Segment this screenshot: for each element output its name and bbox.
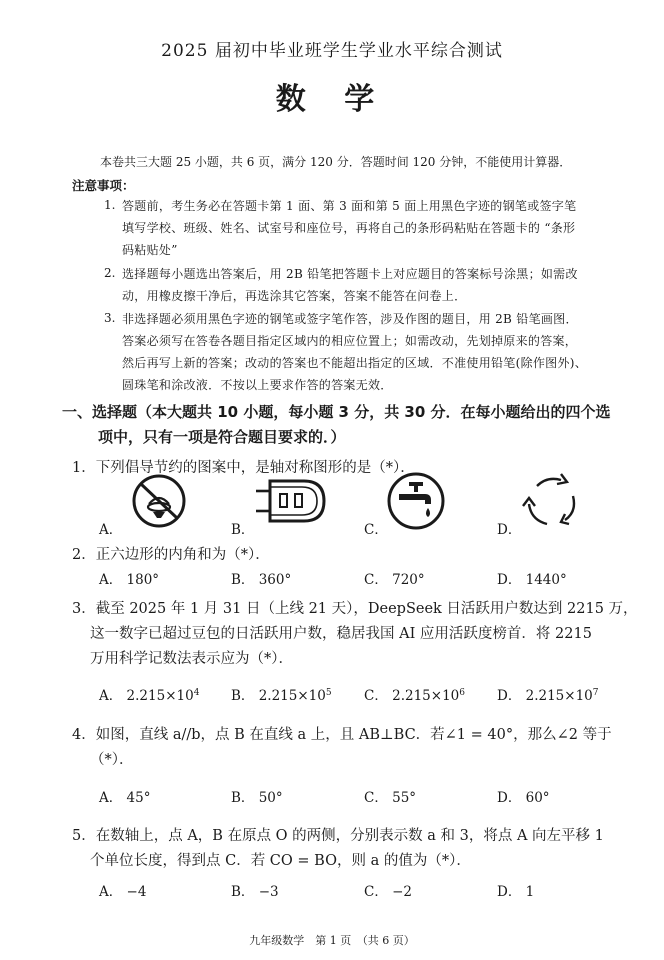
question-4-line: 4．如图，直线 a//b，点 B 在直线 a 上，且 AB⊥BC．若∠1 = 40°，那么∠2 等于 (72, 727, 612, 743)
note-line: 填写学校、班级、姓名、试室号和座位号，再将自己的条形码粘贴在答题卡的 “条形 (122, 221, 576, 235)
exam-title: 2025 届初中毕业班学生学业水平综合测试 (161, 41, 503, 61)
option-a: A． 45° (99, 790, 151, 806)
water-faucet-icon (385, 470, 447, 532)
option-c: C． 720° (364, 572, 425, 588)
note-number: 2. (104, 266, 116, 280)
question-5-line: 5．在数轴上，点 A，B 在原点 O 的两侧，分别表示数 a 和 3，将点 A 向左平移 1 (72, 828, 604, 844)
subject-title: 数 学 (275, 82, 389, 117)
question-4-line: （*）． (90, 752, 134, 768)
note-line: 非选择题必须用黑色字迹的钢笔或签字笔作答，涉及作图的题目，用 2B 铅笔画图． (122, 312, 578, 326)
exam-intro: 本卷共三大题 25 小题，共 6 页，满分 120 分．答题时间 120 分钟，不能使用计算器． (100, 155, 572, 169)
question-2-stem: 2．正六边形的内角和为（*）． (72, 547, 270, 563)
option-b: B． 50° (231, 790, 283, 806)
section-title: 项中，只有一项是符合题目要求的．） (98, 428, 346, 446)
option-d: D． 60° (497, 790, 550, 806)
option-d: D． 1 (497, 884, 535, 900)
option-a: A． 180° (99, 572, 160, 588)
option-c: C． 55° (364, 790, 417, 806)
note-line: 码粘贴处” (122, 243, 178, 257)
option-c: C． −2 (364, 884, 413, 900)
option-label: C． (364, 522, 388, 538)
option-b: B． 360° (231, 572, 292, 588)
option-label: D． (497, 522, 522, 538)
option-b: B． −3 (231, 884, 279, 900)
question-3-line: 这一数字已超过豆包的日活跃用户数，稳居我国 AI 应用活跃度榜首．将 2215 (90, 626, 592, 642)
page-footer: 九年级数学 第 1 页 （共 6 页） (249, 934, 415, 947)
question-3-line: 3．截至 2025 年 1 月 31 日（上线 21 天），DeepSeek 日活跃用户数达到 2215 万， (72, 601, 638, 617)
note-line: 答案必须写在答卷各题目指定区域内的相应位置上；如需改动，先划掉原来的答案， (122, 334, 578, 348)
section-title: 一、选择题（本大题共 10 小题，每小题 3 分，共 30 分．在每小题给出的四个选 (62, 403, 611, 421)
option-c: C． $2.215\times 10^6$ (364, 688, 465, 704)
note-number: 3. (104, 311, 116, 325)
question-5-line: 个单位长度，得到点 C．若 CO = BO，则 a 的值为（*）． (90, 853, 471, 869)
note-line: 答题前，考生务必在答题卡第 1 面、第 3 面和第 5 面上用黑色字迹的钢笔或签字笔 (122, 199, 577, 213)
note-line: 动，用橡皮擦干净后，再选涂其它答案，答案不能答在问卷上． (122, 289, 467, 303)
recycle-arrows-icon (517, 468, 587, 534)
option-d: D． 1440° (497, 572, 567, 588)
note-line: 选择题每小题选出答案后，用 2B 铅笔把答题卡上对应题目的答案标号涂黑；如需改 (122, 267, 578, 281)
question-3-line: 万用科学记数法表示应为（*）． (90, 651, 293, 667)
option-a: A． −4 (99, 884, 147, 900)
note-line: 然后再写上新的答案；改动的答案也不能超出指定的区域．不准使用铅笔(除作图外)、 (122, 356, 588, 370)
option-a: A． $2.215\times 10^4$ (99, 688, 200, 704)
power-plug-icon (254, 474, 330, 528)
option-label: B． (231, 522, 255, 538)
no-food-waste-icon (130, 472, 188, 530)
option-d: D． $2.215\times 10^7$ (497, 688, 599, 704)
option-label: A． (99, 522, 123, 538)
note-number: 1. (104, 198, 116, 212)
question-1-stem: 1．下列倡导节约的图案中，是轴对称图形的是（*）． (72, 460, 415, 476)
notes-title: 注意事项： (72, 178, 135, 193)
option-b: B． $2.215\times 10^5$ (231, 688, 332, 704)
note-line: 圆珠笔和涂改液．不按以上要求作答的答案无效． (122, 378, 393, 392)
